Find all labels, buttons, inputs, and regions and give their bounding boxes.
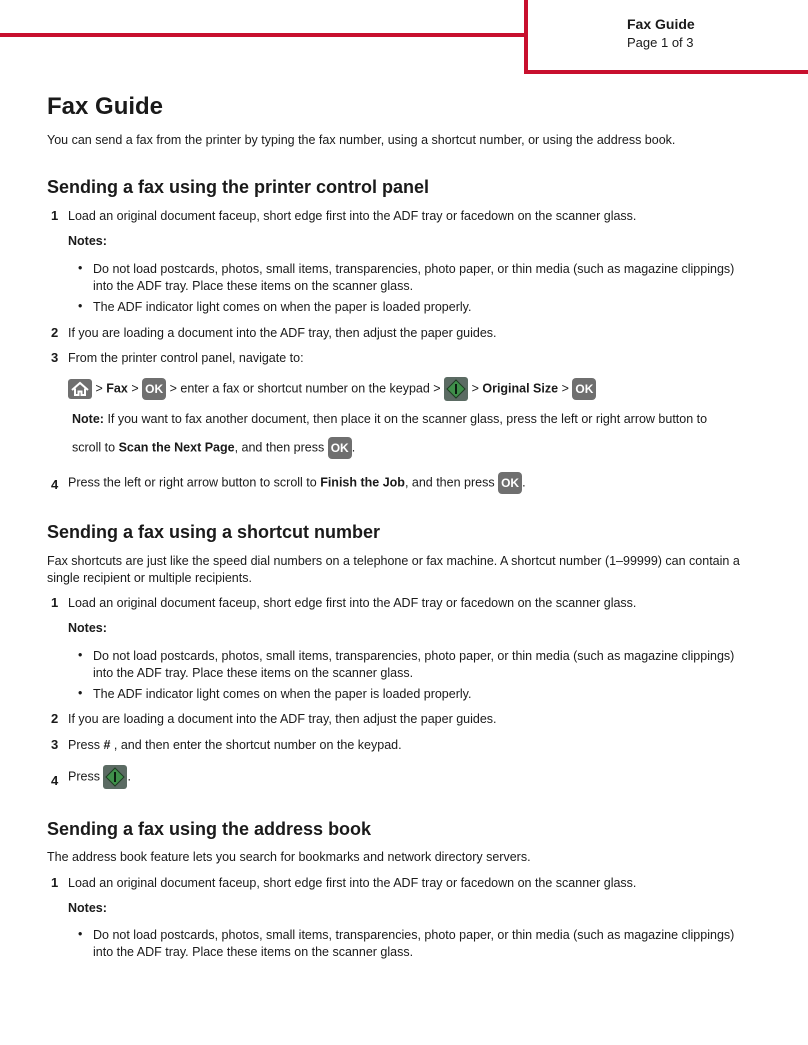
- step-number: 2: [51, 325, 59, 340]
- bullet-text: Do not load postcards, photos, small items, transparencies, photo paper, or thin media (such as magazine clippings) into the ADF tray. Place these items on the scanner glass.: [93, 928, 735, 959]
- note-line: Note: If you want to fax another document, then place it on the scanner glass, press the left or right arrow button to: [72, 412, 708, 426]
- page-title: Fax Guide: [47, 93, 164, 120]
- step-text: If you are loading a document into the ADF tray, then adjust the paper guides.: [68, 712, 497, 726]
- step-number: 4: [51, 477, 59, 492]
- ok-button-icon: OK: [498, 472, 522, 494]
- step-text: From the printer control panel, navigate to:: [68, 351, 304, 365]
- section-intro: The address book feature lets you search for bookmarks and network directory servers.: [47, 850, 531, 864]
- bullet-icon: •: [78, 261, 83, 275]
- step-text: Load an original document faceup, short edge first into the ADF tray or facedown on the scanner glass.: [68, 596, 637, 610]
- step-number: 3: [51, 737, 59, 752]
- header-title: Fax Guide: [627, 16, 695, 32]
- bullet-icon: •: [78, 686, 83, 700]
- header-rule-bottom: [524, 70, 808, 74]
- step-text: Load an original document faceup, short edge first into the ADF tray or facedown on the scanner glass.: [68, 209, 637, 223]
- step-text: If you are loading a document into the ADF tray, then adjust the paper guides.: [68, 326, 497, 340]
- step-number: 1: [51, 595, 59, 610]
- bullet-text: Do not load postcards, photos, small items, transparencies, photo paper, or thin media (such as magazine clippings) into the ADF tray. Place these items on the scanner glass.: [93, 262, 735, 293]
- ok-button-icon: OK: [142, 378, 166, 400]
- step-number: 4: [51, 773, 59, 788]
- ok-button-icon: OK: [572, 378, 596, 400]
- header-rule-vertical: [524, 0, 528, 74]
- step-text: Load an original document faceup, short edge first into the ADF tray or facedown on the scanner glass.: [68, 876, 637, 890]
- step-text: Press the left or right arrow button to scroll to Finish the Job, and then press OK .: [68, 472, 526, 494]
- step-text: Press # , and then enter the shortcut number on the keypad.: [68, 738, 402, 752]
- header-rule-top: [0, 33, 528, 37]
- notes-label: Notes:: [68, 234, 107, 248]
- section-heading-address-book: Sending a fax using the address book: [47, 819, 372, 839]
- intro-paragraph: You can send a fax from the printer by typing the fax number, using a shortcut number, or using the address book.: [47, 133, 676, 147]
- header-page-number: Page 1 of 3: [627, 35, 694, 50]
- bullet-text: The ADF indicator light comes on when the paper is loaded properly.: [93, 687, 472, 701]
- note-line-2: scroll to Scan the Next Page, and then press OK .: [72, 437, 355, 459]
- bullet-icon: •: [78, 927, 83, 941]
- step-number: 2: [51, 711, 59, 726]
- ok-button-icon: OK: [328, 437, 352, 459]
- start-button-icon: [103, 765, 127, 789]
- notes-label: Notes:: [68, 621, 107, 635]
- step-number: 1: [51, 208, 59, 223]
- bullet-icon: •: [78, 299, 83, 313]
- bullet-icon: •: [78, 648, 83, 662]
- section-intro: Fax shortcuts are just like the speed dial numbers on a telephone or fax machine. A shortcut number (1–99999) can contain a single recipient or multiple recipients.: [47, 554, 740, 585]
- bullet-text: The ADF indicator light comes on when the paper is loaded properly.: [93, 300, 472, 314]
- start-button-icon: [444, 377, 468, 401]
- step-number: 3: [51, 350, 59, 365]
- step-number: 1: [51, 875, 59, 890]
- section-heading-control-panel: Sending a fax using the printer control panel: [47, 177, 430, 197]
- notes-label: Notes:: [68, 901, 107, 915]
- step-text: Press .: [68, 765, 131, 789]
- bullet-text: Do not load postcards, photos, small items, transparencies, photo paper, or thin media (such as magazine clippings) into the ADF tray. Place these items on the scanner glass.: [93, 649, 735, 680]
- section-heading-shortcut: Sending a fax using a shortcut number: [47, 522, 381, 542]
- home-icon: [68, 379, 92, 399]
- navigation-path: > Fax > OK > enter a fax or shortcut number on the keypad > > Original Size > OK: [68, 377, 596, 401]
